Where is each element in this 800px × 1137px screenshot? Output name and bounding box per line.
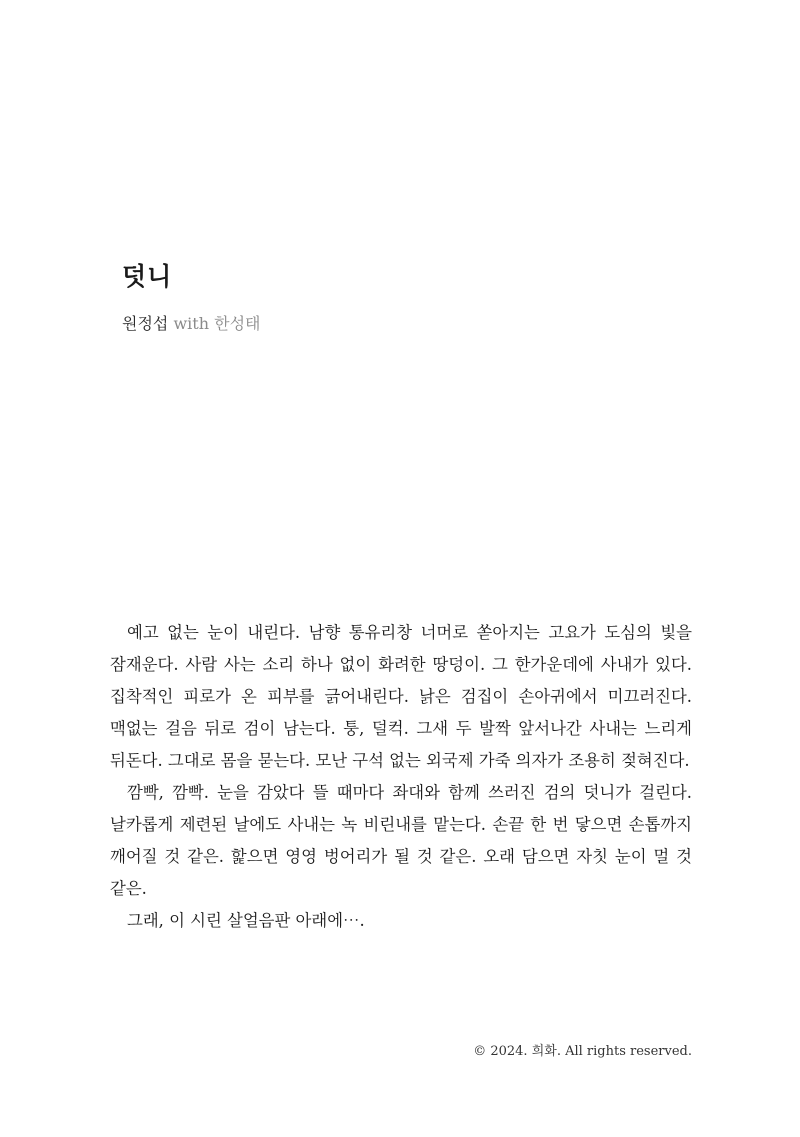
story-title: 덧니: [122, 262, 173, 291]
byline: [122, 314, 260, 335]
copyright-notice: © 2024. 희화. All rights reserved.: [473, 1044, 692, 1059]
paragraph-3: 그래, 이 시린 살얼음판 아래에⋯.: [127, 911, 365, 930]
collaborator-name: 한성태: [214, 314, 261, 333]
author-name: 원정섭: [122, 314, 169, 333]
paragraph-1: 예고 없는 눈이 내린다. 남향 통유리창 너머로 쏟아지는 고요가 도심의 빛을 잠재운다. 사람 사는 소리 하나 없이 화려한 땅덩이. 그 한가운데에 사내가 있다. 집착적인 피로가 온 피부를 긁어내린다. 낡은 검집이 손아귀에서 미끄러진다. 맥없는 걸음 뒤로 검이 남는다. 퉁, 덜컥. 그새 두 발짝 앞서나간 사내는 느리게 뒤돈다. 그대로 몸을 묻는다. 모난 구석 없는 외국제 가죽 의자가 조용히 젖혀진다.: [110, 623, 692, 770]
story-body: [110, 617, 692, 937]
paragraph-2: 깜빡, 깜빡. 눈을 감았다 뜰 때마다 좌대와 함께 쓰러진 검의 덧니가 걸린다. 날카롭게 제련된 날에도 사내는 녹 비린내를 맡는다. 손끝 한 번 닿으면 손톱까지 깨어질 것 같은. 핥으면 영영 벙어리가 될 것 같은. 오래 담으면 자칫 눈이 멀 것 같은.: [110, 783, 692, 898]
with-label: with: [173, 314, 210, 333]
